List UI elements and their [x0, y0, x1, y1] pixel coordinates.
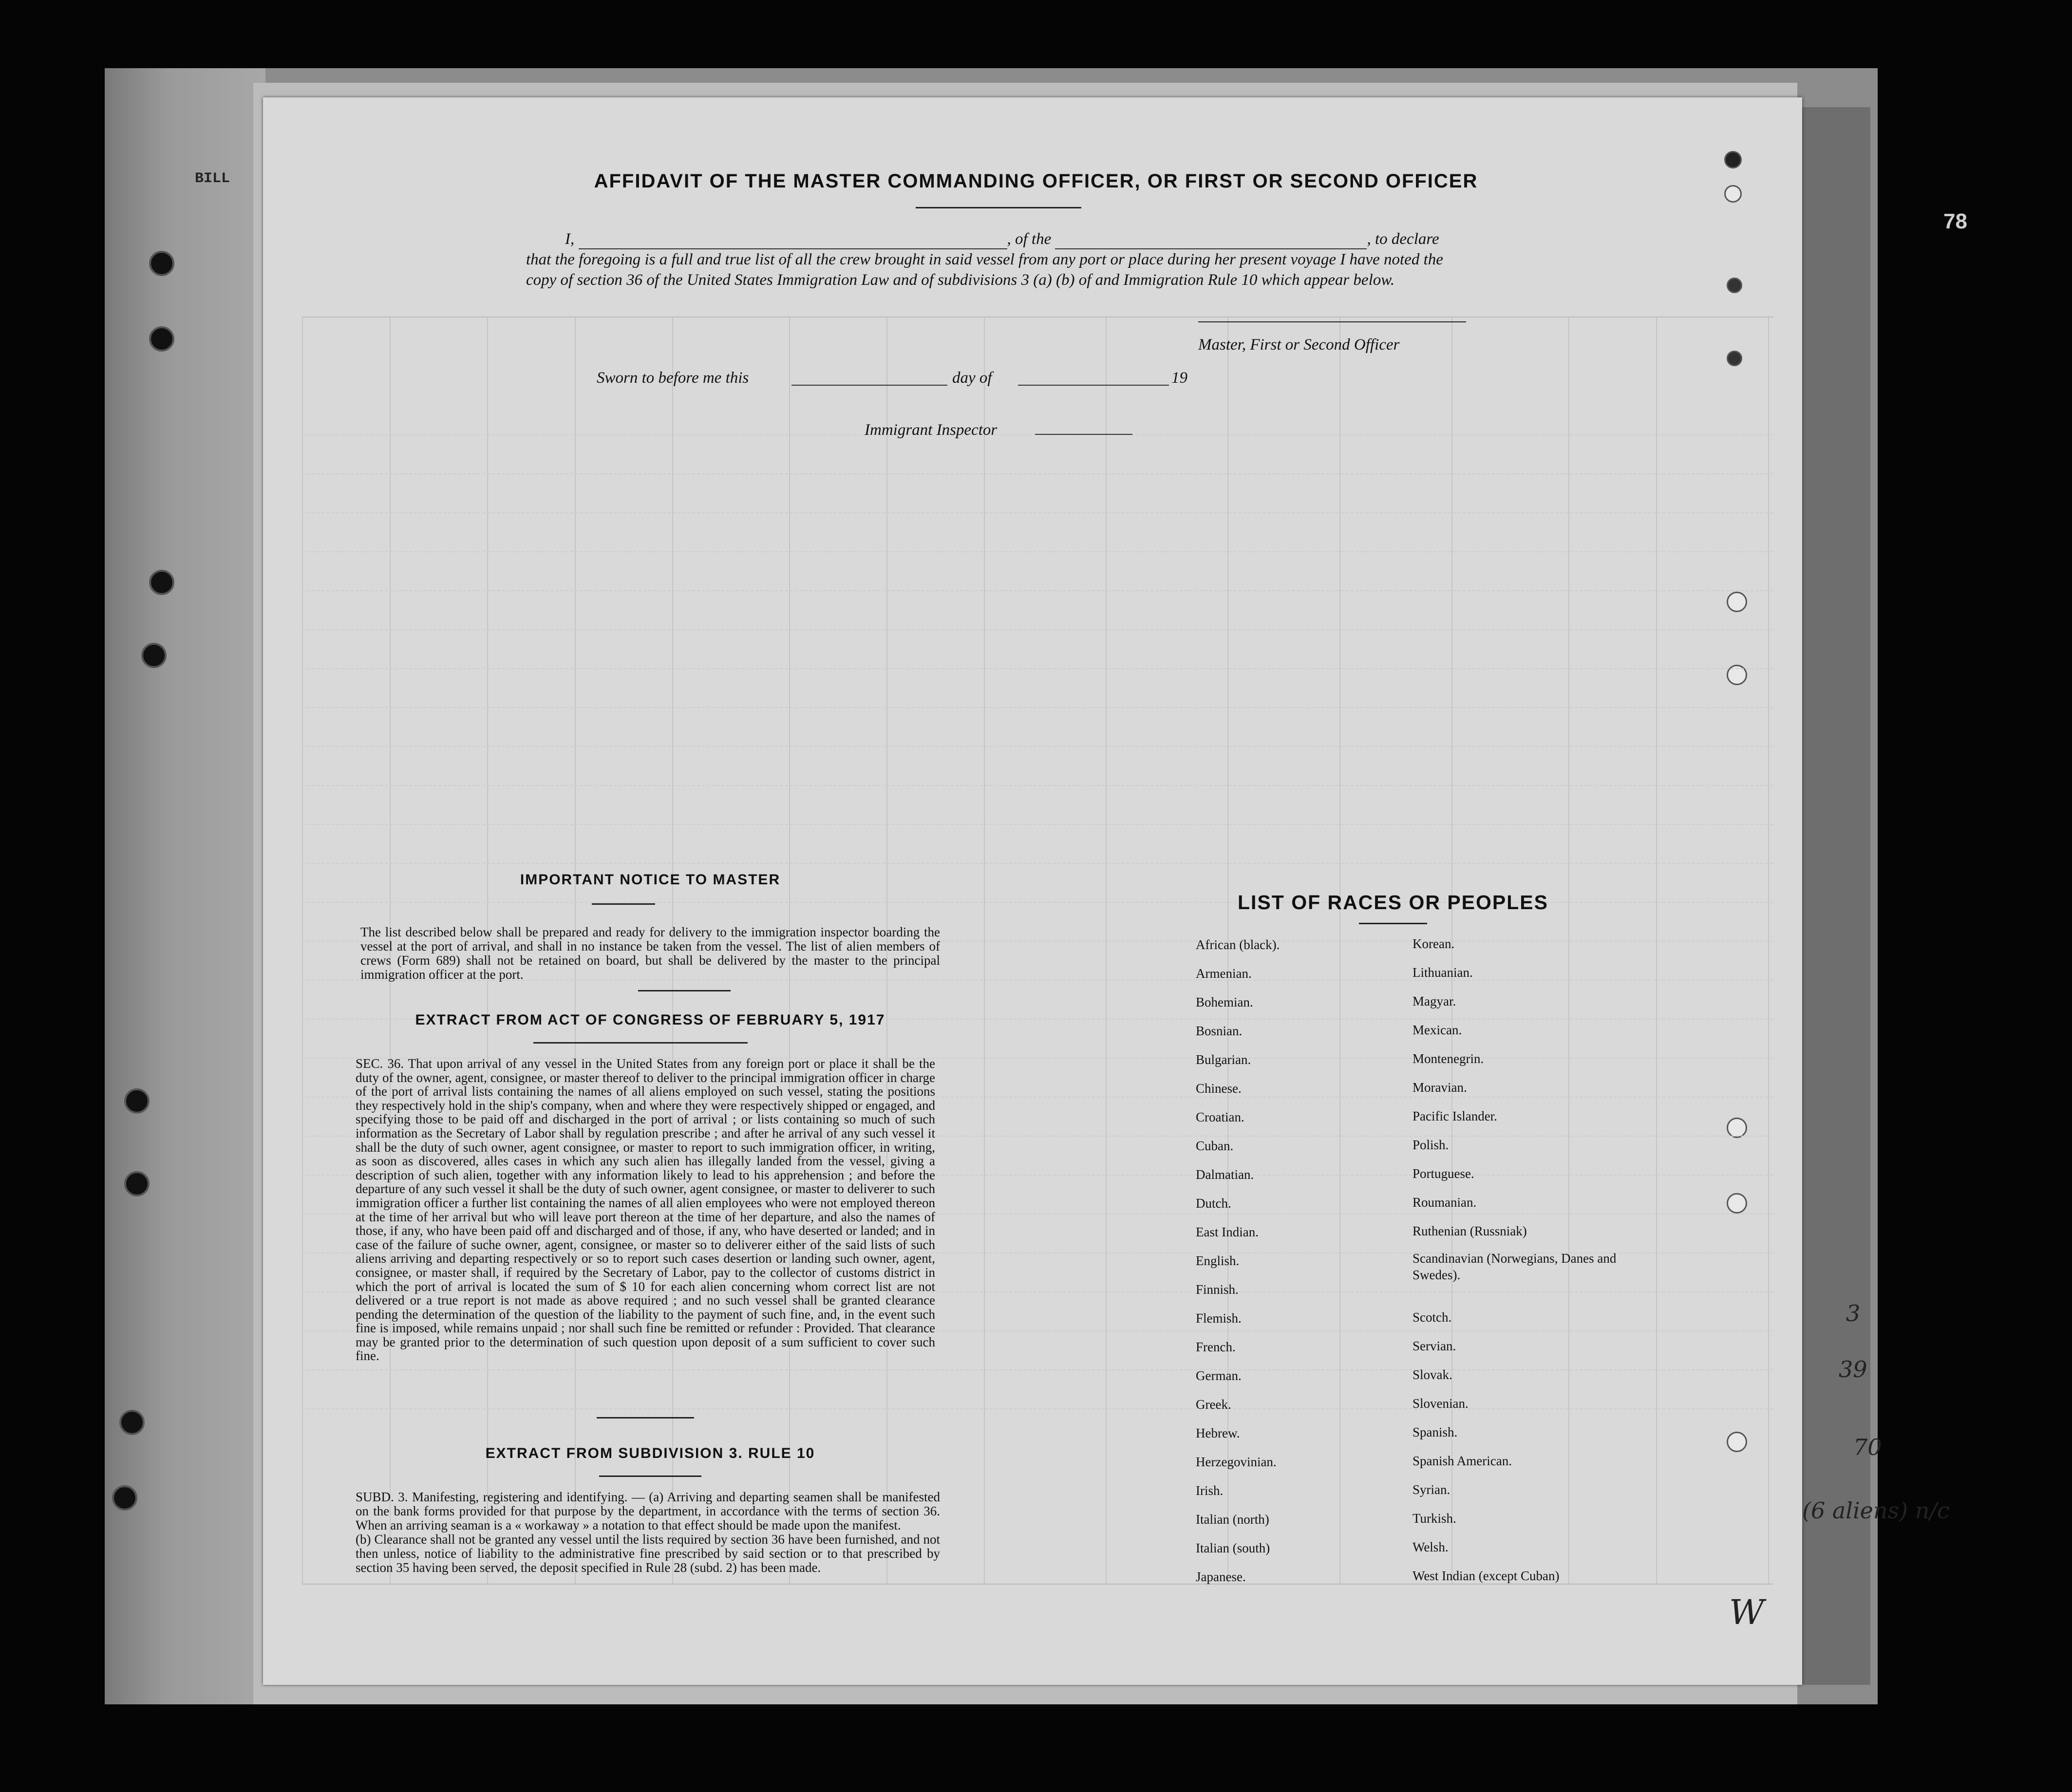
race-item: Portuguese.	[1413, 1166, 1474, 1181]
extract-rule-text-b: (b) Clearance shall not be granted any vessel until the lists required by section 36 have been furnished, and not then unless, notice of liability to the administrative fine prescribed by said section or to that prescribed by section 35 having been served, the deposit specified in Rule 28 (subd. 2) has been made.	[356, 1532, 940, 1575]
race-item: Moravian.	[1413, 1080, 1467, 1095]
race-item: Bosnian.	[1196, 1024, 1243, 1038]
race-item: Bulgarian.	[1196, 1052, 1251, 1067]
vessel-blank	[1055, 235, 1367, 249]
race-item: Bohemian.	[1196, 995, 1253, 1009]
extract-rule-text	[356, 1490, 940, 1575]
stamp-left: BILL	[195, 170, 230, 187]
race-item: Polish.	[1413, 1138, 1449, 1152]
race-item: Armenian.	[1196, 966, 1252, 981]
extract-act-end-rule	[597, 1417, 694, 1419]
inspector-label: Immigrant Inspector	[865, 421, 998, 439]
notice-end-rule	[638, 990, 731, 991]
races-rule	[1359, 923, 1427, 924]
race-item: Korean.	[1413, 936, 1455, 951]
race-item: Syrian.	[1413, 1482, 1450, 1497]
affidavit-title: AFFIDAVIT OF THE MASTER COMMANDING OFFICER, OR FIRST OR SECOND OFFICER	[594, 170, 1478, 192]
race-item: Turkish.	[1413, 1511, 1456, 1526]
race-item: East Indian.	[1196, 1225, 1259, 1239]
race-item: Chinese.	[1196, 1081, 1242, 1096]
race-item: Flemish.	[1196, 1311, 1242, 1325]
extract-act-text: SEC. 36. That upon arrival of any vessel in the United States from any foreign port or place it shall be the duty of the owner, agent, consignee, or master thereof to deliver to the principal immigration officer in charge of the port of arrival lists containing the names of all aliens employed on such vessel, stating the positions they respectively hold in the ship's company, when and where they were respectively shipped or engaged, and specifying those to be paid off and discharged in the port of arrival ; or lists containing so much of such information as the Secretary of Labor shall by regulation prescribe ; and after he arrival of any such vessel it shall be the duty of such owner, agent consignee, or master to report to such immigration officer, in writing, as soon as discovered, alles cases in which any such alien has illegally landed from the vessel, giving a description of such alien, together with any information likely to lead to his apprehension ; and before the departure of any such vessel it shall be the duty of such owner, agent consignee, or master to deliverer to such immigration officer a further list containing the names of all alien employees who were not employed thereon at the time of her arrival but who will leave port thereon at the time of her departure, and also the names of those, if any, who have been paid off and discharged and of those, if any, who have deserted or landed; and in case of the failure of suche owner, agent, consignee, or master so to deliverer either of the said lists of such aliens arriving and departing respectively or so to report such cases desertion or landing such owner, agent, consignee, or master shall, if required by the Secretary of Labor, pay to the collector of customs district in which the port of arrival is located the sum of $ 10 for each alien concerning whom correct list are not delivered or a true report is not made as above required ; and no such vessel shall be granted clearance pending the determination of the question of the liability to the payment of such fine, and, in the event such fine is imposed, while remains unpaid ; nor shall such fine be remitted or refunder : Provided. That clearance may be granted prior to the determination of such question upon deposit of a sum sufficient to cover such fine.	[356, 1056, 935, 1363]
race-item: Slovenian.	[1413, 1396, 1469, 1411]
master-signature-line	[1198, 321, 1466, 322]
race-item: Cuban.	[1196, 1139, 1234, 1153]
master-label: Master, First or Second Officer	[1198, 336, 1400, 354]
notice-title: IMPORTANT NOTICE TO MASTER	[520, 872, 781, 888]
races-right-column	[1413, 934, 1617, 1595]
race-item: Dalmatian.	[1196, 1167, 1254, 1182]
sworn-label: Sworn to before me this	[597, 369, 749, 387]
extract-rule-rule	[599, 1475, 701, 1477]
affidavit-block	[526, 229, 1471, 290]
race-item: Spanish American.	[1413, 1454, 1512, 1468]
extract-act-rule	[533, 1042, 748, 1044]
notice-text: The list described below shall be prepared and ready for delivery to the immigration inspector boarding the vessel at the port of arrival, and shall in no instance be taken from the vessel. The list of alien members of crews (Form 689) shall not be retained on board, but shall be delivered by the master to the principal immigration officer at the port.	[360, 925, 940, 982]
day-label: day of	[952, 369, 992, 387]
notice-rule	[592, 903, 655, 905]
race-item: Pacific Islander.	[1413, 1109, 1497, 1123]
race-item: Greek.	[1196, 1397, 1231, 1412]
races-title: LIST OF RACES OR PEOPLES	[1237, 891, 1548, 914]
race-item: Slovak.	[1413, 1367, 1452, 1382]
race-item: Magyar.	[1413, 994, 1456, 1008]
race-item: Dutch.	[1196, 1196, 1231, 1211]
race-item: Scotch.	[1413, 1310, 1452, 1325]
race-item: Spanish.	[1413, 1425, 1458, 1439]
sworn-day-blank	[791, 371, 947, 386]
handwritten-tally-2: 39	[1839, 1356, 1867, 1382]
affidavit-text: that the foregoing is a full and true list of all the crew brought in said vessel from any port or place during her present voyage I have noted the copy of section 36 of the United States Immigration Law and of subdivisions 3 (a) (b) of and Immigration Rule 10 which appear below.	[526, 251, 1443, 289]
handwritten-tally-1: 3	[1846, 1300, 1861, 1326]
handwritten-corner-mark: W	[1729, 1592, 1764, 1632]
race-item: Finnish.	[1196, 1282, 1239, 1297]
race-item: Lithuanian.	[1413, 965, 1473, 980]
race-item: Scandinavian (Norwegians, Danes and Swedes).	[1413, 1251, 1617, 1282]
handwritten-tally-3: 70	[1853, 1434, 1882, 1460]
race-item: Mexican.	[1413, 1023, 1462, 1037]
folder-left-edge	[105, 68, 265, 1704]
race-item: French.	[1196, 1340, 1236, 1354]
race-item: Croatian.	[1196, 1110, 1244, 1124]
race-item: Roumanian.	[1413, 1195, 1477, 1210]
race-item: Japanese.	[1196, 1569, 1246, 1584]
race-item: Ruthenian (Russniak)	[1413, 1224, 1527, 1238]
handwritten-aliens-note: (6 aliens) n/c	[1802, 1497, 1950, 1524]
race-item: Welsh.	[1413, 1540, 1449, 1554]
races-left-column	[1196, 935, 1400, 1596]
extract-rule-text-a: SUBD. 3. Manifesting, registering and identifying. — (a) Arriving and departing seamen shall be manifested on the bank forms provided for that purpose by the department, in accordance with the terms of section 36. When an arriving seaman is a « workaway » a notation to that effect should be made upon the manifest.	[356, 1490, 940, 1532]
race-item: Herzegovinian.	[1196, 1455, 1277, 1469]
race-item: Hebrew.	[1196, 1426, 1240, 1440]
month-blank	[1018, 371, 1169, 386]
year-label: 19	[1171, 369, 1187, 387]
race-item: Italian (south)	[1196, 1541, 1270, 1555]
inspector-blank	[1035, 420, 1132, 435]
race-item: Irish.	[1196, 1483, 1224, 1498]
race-item: African (black).	[1196, 937, 1280, 952]
extract-act-title: EXTRACT FROM ACT OF CONGRESS OF FEBRUARY 5, 1917	[415, 1012, 885, 1028]
race-item: West Indian (except Cuban)	[1413, 1568, 1560, 1583]
name-blank	[579, 235, 1007, 249]
race-item: Montenegrin.	[1413, 1051, 1484, 1066]
race-item: Italian (north)	[1196, 1512, 1269, 1527]
extract-rule-title: EXTRACT FROM SUBDIVISION 3. RULE 10	[485, 1445, 815, 1461]
page-number: 78	[1943, 209, 1967, 233]
affidavit-line1: I, , of the , to declare	[526, 229, 1471, 249]
title-rule	[916, 207, 1081, 208]
race-item: German.	[1196, 1368, 1242, 1383]
race-item: Servian.	[1413, 1339, 1456, 1353]
race-item: English.	[1196, 1253, 1240, 1268]
